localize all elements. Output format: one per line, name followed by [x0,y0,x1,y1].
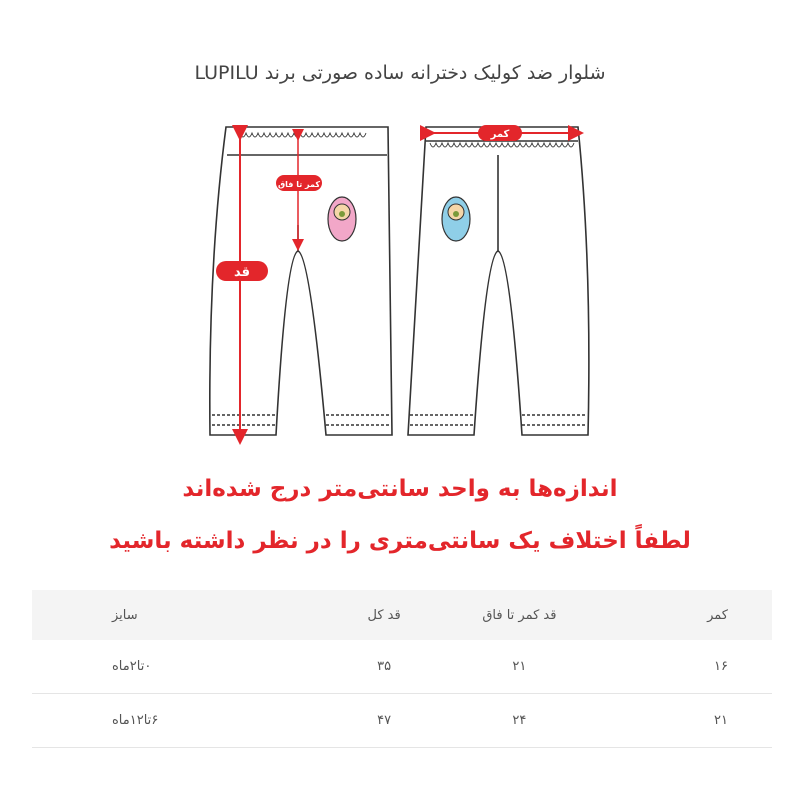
cell-waist: ۲۱ [612,694,772,748]
product-title: شلوار ضد کولیک دخترانه ساده صورتی برند LUPILU [194,62,606,84]
cell-waist: ۱۶ [612,640,772,694]
cell-waist-to-crotch: ۲۴ [427,694,612,748]
size-table [32,590,772,748]
cell-size: ۰تا۲ماه [32,640,341,694]
waist-label: کمر [490,129,510,140]
cell-total-length: ۴۷ [341,694,427,748]
table-header-row [32,590,772,640]
baby-blue-illustration [442,197,470,241]
table-row [32,694,772,748]
header-size: سایز [32,590,341,640]
waist-to-crotch-label: کمر تا فاق [278,180,320,189]
table-row [32,640,772,694]
header-waist: کمر [612,590,772,640]
units-notice: اندازه‌ها به واحد سانتی‌متر درج شده‌اند [182,476,618,502]
baby-pink-illustration [328,197,356,241]
length-label: قد [233,265,251,280]
header-total-length: قد کل [341,590,427,640]
cell-waist-to-crotch: ۲۱ [427,640,612,694]
size-guide-diagram [180,115,620,455]
tolerance-notice: لطفاً اختلاف یک سانتی‌متری را در نظر داشته باشید [109,528,691,554]
cell-size: ۶تا۱۲ماه [32,694,341,748]
header-waist-to-crotch: قد کمر تا فاق [427,590,612,640]
cell-total-length: ۳۵ [341,640,427,694]
pants-back-illustration [408,127,589,435]
